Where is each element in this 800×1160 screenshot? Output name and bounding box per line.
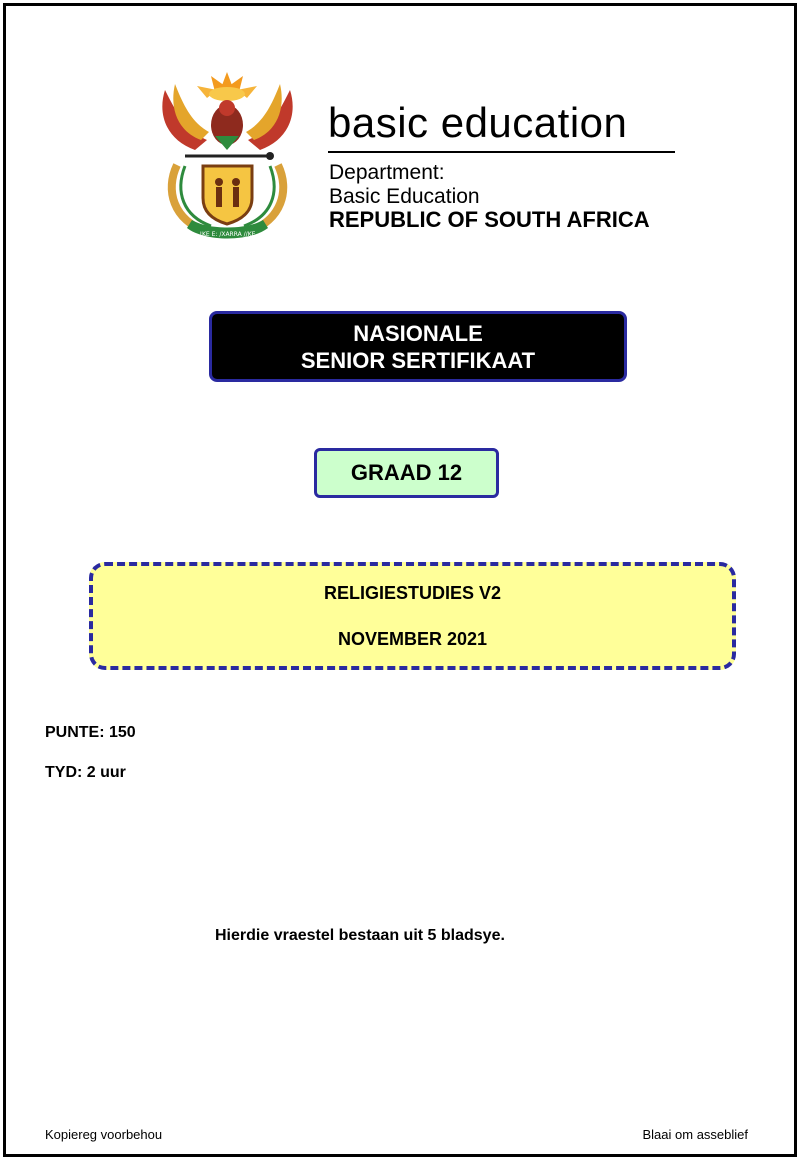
- subject-title: RELIGIESTUDIES V2: [323, 583, 502, 603]
- department-name: Basic Education: [329, 185, 480, 208]
- exam-session: NOVEMBER 2021: [337, 629, 488, 649]
- certificate-banner: [209, 311, 627, 382]
- subject-panel: [89, 562, 736, 670]
- marks-text: PUNTE: 150: [45, 724, 136, 741]
- coat-of-arms-logo: [155, 70, 300, 245]
- crest-motto: !KE E: /XARRA //KE: [199, 231, 256, 238]
- grade-label: GRAAD 12: [350, 460, 463, 485]
- country-name: REPUBLIC OF SOUTH AFRICA: [329, 207, 650, 232]
- time-text: TYD: 2 uur: [45, 764, 126, 781]
- brand-divider: [328, 151, 675, 153]
- grade-badge: [314, 448, 499, 498]
- brand-name: basic education: [328, 99, 628, 146]
- department-label: Department:: [329, 161, 445, 184]
- page-count-note: Hierdie vraestel bestaan uit 5 bladsye.: [215, 927, 505, 944]
- turn-over-note: Blaai om asseblief: [642, 1127, 748, 1142]
- certificate-line-2: SENIOR SERTIFIKAAT: [300, 347, 536, 373]
- certificate-line-1: NASIONALE: [353, 320, 483, 346]
- copyright-note: Kopiereg voorbehou: [45, 1127, 163, 1142]
